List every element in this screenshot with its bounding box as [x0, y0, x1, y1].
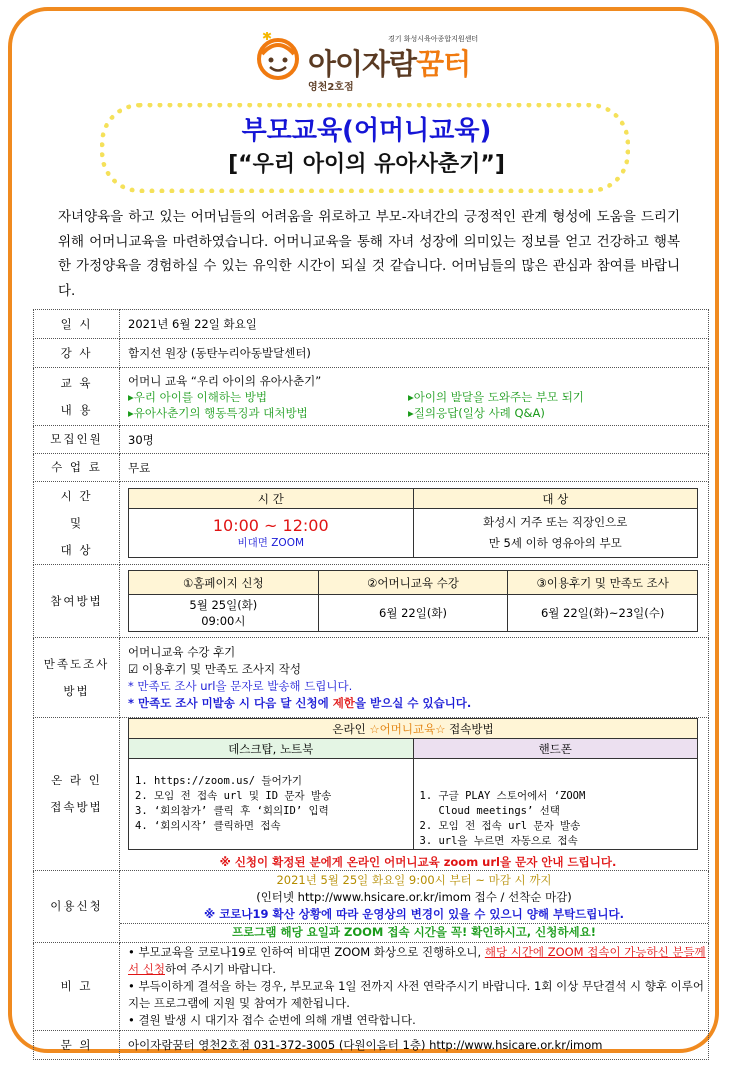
step-header: ③이용후기 및 만족도 조사 [508, 571, 698, 595]
page-subtitle: [“우리 아이의 유아사춘기”] [228, 152, 505, 177]
phone-step: 1. 구글 PLAY 스토어에서 ‘ZOOM [419, 790, 586, 802]
method-label: 참여방법 [34, 565, 120, 638]
phone-step: 3. url을 누르면 자동으로 접속 [419, 835, 578, 847]
pc-header: 데스크탑, 노트북 [129, 739, 414, 759]
survey-label: 만족도조사 방법 [34, 638, 120, 718]
date-label: 일 시 [34, 310, 120, 339]
lecturer-value: 함지선 원장 (동탄누리아동발달센터) [120, 339, 709, 368]
target-header: 대 상 [413, 489, 698, 509]
online-note: ※ 신청이 확정된 분에게 온라인 어머니교육 zoom url을 문자 안내 드립니다. [219, 855, 617, 869]
apply-label: 이용신청 [34, 871, 120, 943]
phone-step: 2. 모임 전 접속 url 문자 발송 [419, 820, 581, 832]
content-value [120, 368, 709, 426]
child-face-logo-icon [254, 32, 302, 80]
online-header: 온라인 ☆어머니교육☆ 접속방법 [129, 719, 698, 739]
pc-step: 3. ‘회의참가’ 클릭 후 ‘회의ID’ 입력 [135, 805, 329, 817]
pc-step: 1. https://zoom.us/ 들어가기 [135, 775, 303, 787]
apply-method: (인터넷 http://www.hsicare.or.kr/imom 접수 / 선착순 마감) [256, 890, 572, 904]
capacity-value: 30명 [120, 426, 709, 454]
intro-paragraph: 자녀양육을 하고 있는 어머님들의 어려움을 위로하고 부모-자녀간의 긍정적인 관계 형성에 도움을 드리기 위해 어머니교육을 마련하였습니다. 어머니교육을 통해 자녀 성장에 의미있는 정보를 얻고 건강하고 행복한 가정양육을 경험하실 수 있는 유익한 시간이 되실 것 같습니다. 어머님들의 많은 관심과 참여를 바랍니다. [58, 209, 680, 299]
logo-center-name: 경기 화성시육아종합지원센터 [388, 35, 479, 43]
mode-value: 비대면 ZOOM [237, 537, 305, 549]
page-title: 부모교육(어머니교육) [241, 116, 492, 146]
remark-item: • 부득이하게 결석을 하는 경우, 부모교육 1일 전까지 사전 연락주시기 바랍니다. 1회 이상 무단결석 시 향후 이루어지는 프로그램에 지원 및 참여가 제한됩니다. [128, 979, 705, 1010]
step-date: 5월 25일(화) [189, 598, 258, 612]
content-item: ▸아이의 발달을 도와주는 부모 되기 [408, 389, 584, 404]
target-line: 화성시 거주 또는 직장인으로 [483, 515, 628, 529]
pc-step: 4. ‘회의시작’ 클릭하면 접속 [135, 820, 281, 832]
target-line: 만 5세 이하 영유아의 부모 [488, 536, 622, 550]
survey-note: * 만족도 조사 url을 문자로 발송해 드립니다. [128, 678, 353, 693]
online-table [128, 718, 698, 850]
content-heading: 어머니 교육 “우리 아이의 유아사춘기” [128, 373, 322, 388]
content-item: ▸유아사춘기의 행동특징과 대처방법 [128, 405, 308, 420]
method-table [128, 570, 698, 632]
step-time: 09:00시 [201, 614, 246, 628]
info-table [33, 309, 709, 1060]
remark-label: 비 고 [34, 943, 120, 1031]
survey-line: 어머니교육 수강 후기 [128, 644, 236, 659]
content-label: 교 육 내 용 [34, 368, 120, 426]
time-header: 시 간 [129, 489, 414, 509]
logo-branch: 영천2호점 [308, 82, 354, 93]
online-label: 온 라 인 접속방법 [34, 718, 120, 871]
lecturer-label: 강 사 [34, 339, 120, 368]
phone-step: Cloud meetings’ 선택 [419, 805, 560, 817]
capacity-label: 모집인원 [34, 426, 120, 454]
logo [250, 22, 500, 102]
remark-item: • 부모교육을 코로나19로 인하여 비대면 ZOOM 화상으로 진행하오니, 해당 시간에 ZOOM 접속이 가능하신 분들께서 신청하여 주시기 바랍니다. [128, 945, 706, 976]
step-header: ①홈페이지 신청 [129, 571, 319, 595]
content-item: ▸질의응답(일상 사례 Q&A) [408, 405, 545, 420]
content-item: ▸우리 아이를 이해하는 방법 [128, 389, 267, 404]
phone-header: 핸드폰 [413, 739, 698, 759]
survey-note: * 만족도 조사 미발송 시 다음 달 신청에 제한을 받으실 수 있습니다. [128, 695, 472, 710]
date-value: 2021년 6월 22일 화요일 [120, 310, 709, 339]
pc-step: 2. 모임 전 접속 url 및 ID 문자 발송 [135, 790, 332, 802]
svg-text:✱: ✱ [262, 32, 273, 43]
contact-value: 아이자람꿈터 영천2호점 031-372-3005 (다원이음터 1층) http://www.hsicare.or.kr/imom [120, 1031, 709, 1060]
fee-value: 무료 [120, 454, 709, 482]
remark-item: • 결원 발생 시 대기자 접수 순번에 의해 개별 연락합니다. [128, 1013, 416, 1027]
contact-label: 문 의 [34, 1031, 120, 1060]
apply-reminder: 프로그램 해당 요일과 ZOOM 접속 시간을 꼭! 확인하시고, 신청하세요! [120, 923, 708, 941]
apply-notice: ※ 코로나19 확산 상황에 따라 운영상의 변경이 있을 수 있으니 양해 부탁드립니다. [204, 907, 624, 921]
survey-line: ☑ 이용후기 및 만족도 조사지 작성 [128, 661, 302, 676]
time-table [128, 488, 698, 558]
step-date: 6월 22일(화) [318, 595, 508, 632]
step-header: ②어머니교육 수강 [318, 571, 508, 595]
step-date: 6월 22일(화)~23일(수) [508, 595, 698, 632]
time-label: 시 간 및 대 상 [34, 482, 120, 565]
fee-label: 수 업 료 [34, 454, 120, 482]
time-value: 10:00 ~ 12:00 [212, 516, 329, 535]
apply-period: 2021년 5월 25일 화요일 9:00시 부터 ~ 마감 시 까지 [276, 873, 552, 887]
logo-brand: 아이자람꿈터 [308, 47, 471, 81]
